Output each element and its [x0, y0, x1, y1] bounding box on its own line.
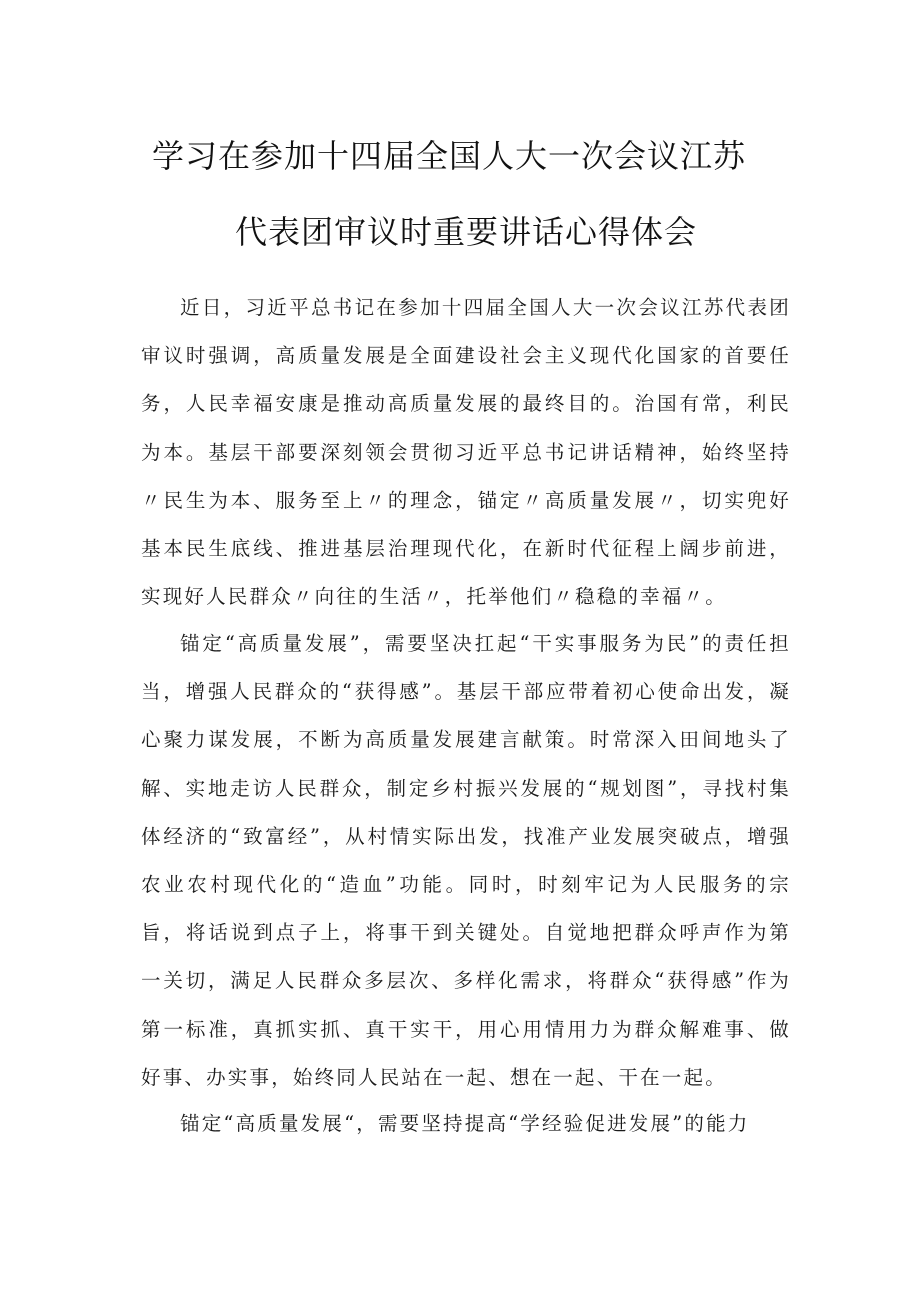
body-paragraph-3: 锚定“高质量发展“，需要坚持提高“学经验促进发展”的能力	[180, 1112, 750, 1135]
document-title-line-1: 学习在参加十四届全国人大一次会议江苏	[152, 137, 747, 175]
body-paragraph-2: 锚定“高质量发展”，需要坚决扛起“干实事服务为民”的责任担当，增强人民群众的“获得感”。基层干部应带着初心使命出发，凝心聚力谋发展，不断为高质量发展建言献策。时常深入田间地头了解、实地走访人民群众，制定乡村振兴发展的“规划图”，寻找村集体经济的“致富经”，从村情实际出发，找准产业发展突破点，增强农业农村现代化的“造血”功能。同时，时刻牢记为人民服务的宗旨，将话说到点子上，将事干到关键处。自觉地把群众呼声作为第一关切，满足人民群众多层次、多样化需求，将群众“获得感”作为第一标准，真抓实抓、真干实干，用心用情用力为群众解难事、做好事、办实事，始终同人民站在一起、想在一起、干在一起。	[141, 632, 791, 1089]
body-paragraph-1: 近日，习近平总书记在参加十四届全国人大一次会议江苏代表团审议时强调，高质量发展是全面建设社会主义现代化国家的首要任务，人民幸福安康是推动高质量发展的最终目的。治国有常，利民为本。基层干部要深刻领会贯彻习近平总书记讲话精神，始终坚持〃民生为本、服务至上〃的理念，锚定〃高质量发展〃，切实兜好基本民生底线、推进基层治理现代化，在新时代征程上阔步前进，实现好人民群众〃向往的生活〃，托举他们〃稳稳的幸福〃。	[141, 296, 791, 609]
document-title-line-2: 代表团审议时重要讲话心得体会	[235, 213, 698, 251]
